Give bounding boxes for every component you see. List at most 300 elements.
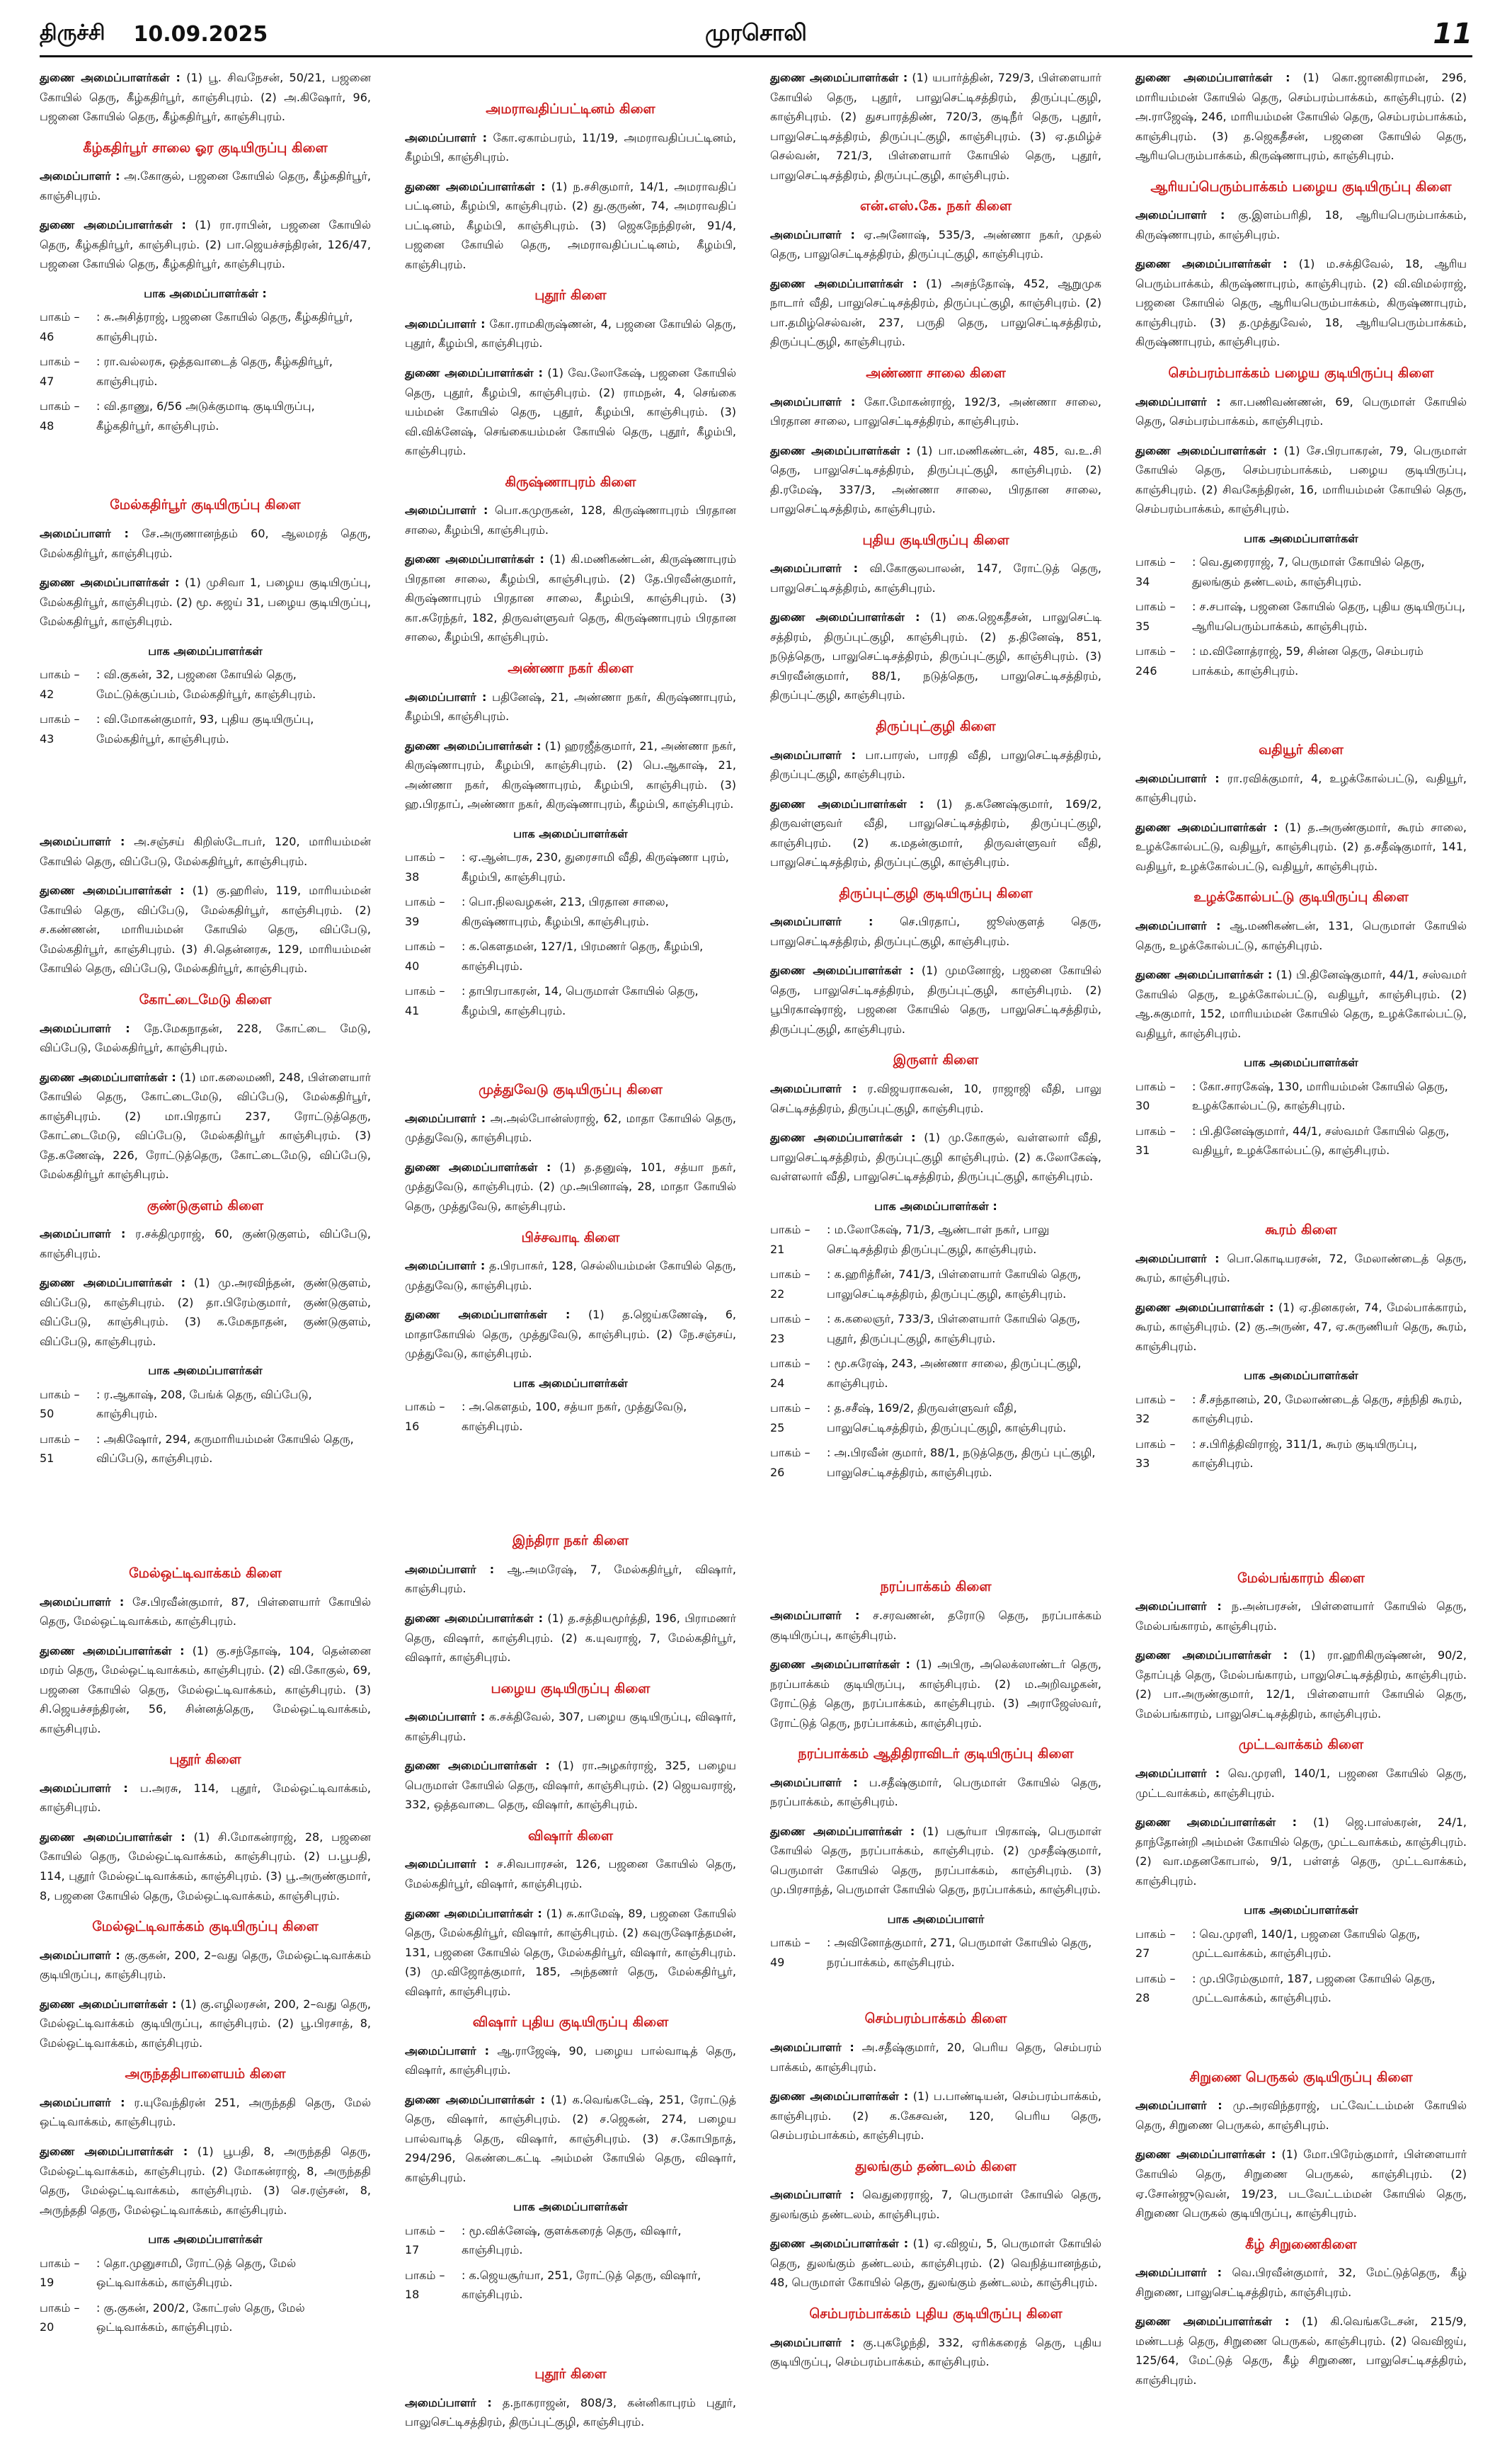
role-label: அமைப்பாளர் :: [405, 1857, 489, 1871]
role-label: துணை அமைப்பாளர்கள் :: [770, 964, 915, 978]
office-bearer-entry: [1135, 1764, 1467, 1803]
newspaper-name: முரசொலி: [705, 19, 807, 46]
ward-organizer: : தொ.முனுசாமி, ரோட்டுத் தெரு, மேல் ஒட்டிவாக்கம், காஞ்சிபுரம்.: [96, 2256, 297, 2290]
entry-text: (1) பூ. சிவநேசன், 50/21, பஜனை கோயில் தெரு, கீழ்கதிர்பூர், காஞ்சிபுரம். (2) அ.கிஷோர், 96, பஜனை கோயில் தெரு, கீழ்கதிர்பூர், காஞ்சிபுரம்.: [40, 71, 372, 124]
role-label: துணை அமைப்பாளர்கள் :: [405, 1611, 543, 1625]
spacer: [1135, 1166, 1467, 1209]
ward-organizer: : ஏ.ஆன்டரசு, 230, துரைசாமி வீதி, கிருஷ்ணா புரம், கீழம்பி, காஞ்சிபுரம்.: [462, 850, 729, 884]
role-label: துணை அமைப்பாளர்கள் :: [405, 1308, 571, 1322]
office-bearer-entry: [405, 1109, 736, 1148]
office-bearer-entry: [40, 1592, 371, 1631]
section-subheading: பாக அமைப்பாளர்கள் :: [144, 286, 267, 300]
entry-text: வெதுரைராஜ், 7, பெருமாள் கோயில் தெரு, துலங்கும் தண்டலம், காஞ்சிபுரம்.: [770, 2188, 1102, 2221]
office-bearer-entry: [1135, 1298, 1467, 1357]
role-label: அமைப்பாளர் :: [1135, 1251, 1220, 1265]
section-subheading: பாக அமைப்பாளர்கள்: [513, 1376, 628, 1390]
role-label: அமைப்பாளர் :: [40, 1021, 130, 1035]
role-label: அமைப்பாளர் :: [405, 1710, 486, 1724]
branch-heading: சிறுணை பெருகல் குடியிருப்பு கிளை: [1189, 2069, 1413, 2085]
role-label: துணை அமைப்பாளர்கள் :: [1135, 1648, 1288, 1662]
column-4: [1135, 68, 1467, 2400]
office-bearer-entry: [770, 2333, 1101, 2372]
ward-entry: [1135, 1390, 1467, 1429]
office-bearer-entry: [1135, 818, 1467, 877]
entry-text: (1) கு.ஹரிஸ், 119, மாரியம்மன் கோயில் தெரு, விப்பேடு, மேல்கதிர்பூர், காஞ்சிபுரம். (2) ச.கண்ணன், மாரியம்மன் கோயில் தெரு, விப்பேடு, மேல்கதிர்பூர், காஞ்சிபுரம். (3) சி.தென்னரசு, 129, மாரியம்மன் கோயில் தெரு, விப்பேடு, மேல்கதிர்பூர், காஞ்சிபுரம்.: [40, 884, 371, 976]
branch-heading: புதூர் கிளை: [169, 1752, 241, 1768]
entry-text: (1) கை.ஜெகதீசன், பாலுசெட்டி சத்திரம், திருப்புட்குழி, காஞ்சிபுரம். (2) த.தினேஷ், 851, நடுத்தெரு, பாலுசெட்டிசத்திரம், திருப்புட்குழி, காஞ்சிபுரம். (3) சபிரவீன்குமார், 88/1, நடுத்தெரு, பாலுசெட்டிசத்திரம், திருப்புட்குழி, காஞ்சிபுரம்.: [770, 610, 1102, 702]
office-bearer-entry: [40, 68, 371, 127]
ward-number: பாகம் – 39: [405, 895, 445, 928]
entry-text: ச.சிவபாரசன், 126, பஜனை கோயில் தெரு, மேல்கதிர்பூர், விஷார், காஞ்சிபுரம்.: [405, 1857, 737, 1890]
entry-text: (1) மா.கலைமணி, 248, பிள்ளையார் கோயில் தெரு, கோட்டைமேடு, விப்பேடு, மேல்கதிர்பூர், காஞ்சிபுரம். (2) மா.பிரதாப் 237, ரோட்டுத்தெரு, கோட்டைமேடு, விப்பேடு, மேல்கதிர்பூர் காஞ்சிபுரம். (3) தே.கணேஷ், 226, ரோட்டுத்தெரு, கோட்டைமேடு, விப்பேடு, மேல்கதிர்பூர் காஞ்சிபுரம்.: [40, 1070, 371, 1182]
office-bearer-entry: [770, 559, 1101, 598]
spacer: [405, 1442, 736, 1519]
ward-number: பாகம் – 24: [770, 1357, 811, 1390]
branch-heading: முட்டவாக்கம் கிளை: [1238, 1737, 1364, 1753]
role-label: துணை அமைப்பாளர்கள் :: [1135, 820, 1278, 834]
ward-organizer: : மூ.விக்னேஷ், குளக்கரைத் தெரு, விஷார், காஞ்சிபுரம்.: [462, 2223, 682, 2257]
ward-number: பாகம் – 17: [405, 2223, 445, 2257]
ward-number: பாகம் – 32: [1135, 1392, 1176, 1426]
branch-heading: கிருஷ்ணாபுரம் கிளை: [505, 474, 636, 490]
column-1: [40, 68, 371, 2343]
entry-text: (1) ஏ.விஜய், 5, பெருமாள் கோயில் தெரு, துலங்கும் தண்டலம், காஞ்சிபுரம். (2) வெநித்யானந்தம், 48, பெருமாள் கோயில் தெரு, துலங்கும் தண்டலம், காஞ்சிபுரம்.: [770, 2237, 1101, 2290]
entry-text: அ.சதீஷ்குமார், 20, பெரிய தெரு, செம்பரம் பாக்கம், காஞ்சிபுரம்.: [770, 2041, 1101, 2074]
entry-text: அ.அல்போன்ஸ்ராஜ், 62, மாதா கோயில் தெரு, முத்துவேடு, காஞ்சிபுரம்.: [405, 1111, 737, 1145]
office-bearer-entry: [405, 128, 736, 167]
office-bearer-entry: [1135, 205, 1467, 244]
office-bearer-entry: [405, 1305, 736, 1364]
office-bearer-entry: [405, 1854, 736, 1893]
entry-text: க.சக்திவேல், 307, பழைய குடியிருப்பு, விஷார், காஞ்சிபுரம்.: [405, 1710, 737, 1743]
ward-entry: [40, 352, 371, 391]
role-label: அமைப்பாளர் :: [405, 503, 488, 518]
ward-organizer: : ர.ஆகாஷ், 208, பேங்க் தெரு, விப்பேடு, காஞ்சிபுரம்.: [96, 1387, 312, 1421]
entry-text: (1) கு.சந்தோஷ், 104, தென்னை மரம் தெரு, மேல்ஒட்டிவாக்கம், காஞ்சிபுரம். (2) வி.கோகுல், 69, பஜனை கோயில் தெரு, மேல்ஒட்டிவாக்கம், காஞ்சிபுரம். (3) சி.ஜெயச்சந்திரன், 56, சின்னத்தெரு, மேல்ஒட்டிவாக்கம், காஞ்சிபுரம்.: [40, 1643, 371, 1735]
ward-organizer: : ச.சபாஷ், பஜனை கோயில் தெரு, புதிய குடியிருப்பு, ஆரியபெரும்பாக்கம், காஞ்சிபுரம்.: [1192, 600, 1466, 633]
role-label: துணை அமைப்பாளர்கள் :: [770, 610, 920, 624]
ward-organizer: : ச.பிரித்திவிராஜ், 311/1, கூரம் குடியிருப்பு, காஞ்சிபுரம்.: [1192, 1437, 1417, 1471]
role-label: அமைப்பாளர் :: [770, 561, 858, 576]
role-label: துணை அமைப்பாளர்கள் :: [770, 443, 911, 457]
page-number: 11: [1433, 18, 1472, 50]
ward-organizer: : கு.குகன், 200/2, கோட்ரஸ் தெரு, மேல் ஒட்டிவாக்கம், காஞ்சிபுரம்.: [96, 2300, 305, 2334]
role-label: துணை அமைப்பாளர்கள் :: [405, 738, 542, 753]
ward-organizer: : வி.குகன், 32, பஜனை கோயில் தெரு, மேட்டுக்குப்பம், மேல்கதிர்பூர், காஞ்சிபுரம்.: [96, 668, 316, 701]
ward-entry: [405, 981, 736, 1020]
office-bearer-entry: [770, 2185, 1101, 2224]
office-bearer-entry: [405, 1158, 736, 1216]
ward-number: பாகம் – 26: [770, 1446, 811, 1479]
role-label: துணை அமைப்பாளர்கள் :: [1135, 71, 1290, 84]
section-subheading: பாக அமைப்பாளர்கள்: [513, 826, 628, 840]
section-subheading: பாக அமைப்பாளர்கள் :: [874, 1199, 997, 1213]
office-bearer-entry: [770, 2234, 1101, 2293]
ward-number: பாகம் – 49: [770, 1936, 811, 1969]
ward-entry: [770, 1354, 1101, 1393]
entry-text: கு.இளம்பரிதி, 18, ஆரியபெரும்பாக்கம், கிருஷ்ணாபுரம், காஞ்சிபுரம்.: [1135, 208, 1467, 241]
role-label: துணை அமைப்பாளர்கள் :: [40, 1070, 176, 1084]
branch-heading: மேல்ஒட்டிவாக்கம் குடியிருப்பு கிளை: [92, 1919, 319, 1935]
entry-text: ப.சதீஷ்குமார், பெருமாள் கோயில் தெரு, நரப்பாக்கம், காஞ்சிபுரம்.: [770, 1775, 1102, 1809]
role-label: துணை அமைப்பாளர்கள் :: [1135, 1815, 1298, 1830]
entry-text: (1) அசந்தோஷ், 452, ஆறுமுக நாடார் வீதி, பாலுசெட்டிசத்திரம், திருப்புட்குழி, காஞ்சிபுரம். (2) பா.தமிழ்செல்வன், 237, பருதி தெரு, பாலுசெட்டிசத்திரம், திருப்புட்குழி, காஞ்சிபுரம்.: [770, 276, 1101, 349]
entry-text: ஏ.அனோஷ், 535/3, அண்ணா நகர், முதல் தெரு, பாலுசெட்டிசத்திரம், திருப்புட்குழி, காஞ்சிபுரம்.: [770, 227, 1102, 261]
office-bearer-entry: [405, 363, 736, 461]
role-label: அமைப்பாளர் :: [40, 1227, 126, 1241]
role-label: அமைப்பாளர் :: [40, 527, 129, 541]
branch-heading: பழைய குடியிருப்பு கிளை: [491, 1680, 651, 1696]
spacer: [40, 754, 371, 832]
role-label: அமைப்பாளர் :: [405, 1259, 486, 1273]
ward-organizer: : ம.வினோத்ராஜ், 59, சின்ன தெரு, செம்பரம் பாக்கம், காஞ்சிபுரம்.: [1192, 644, 1424, 678]
section-subheading: பாக அமைப்பாளர்கள்: [148, 2232, 263, 2247]
role-label: அமைப்பாளர் :: [1135, 771, 1220, 785]
role-label: அமைப்பாளர் :: [770, 2188, 854, 2202]
office-bearer-entry: [1135, 2096, 1467, 2135]
role-label: அமைப்பாளர் :: [770, 2041, 854, 2055]
role-label: அமைப்பாளர் :: [1135, 919, 1221, 933]
role-label: துணை அமைப்பாளர்கள் :: [770, 1824, 915, 1838]
ward-number: பாகம் – 34: [1135, 555, 1176, 588]
ward-entry: [40, 307, 371, 346]
branch-heading: கீழ் சிறுணைகிளை: [1245, 2236, 1357, 2252]
office-bearer-entry: [40, 1779, 371, 1818]
entry-text: (1) சே.பிரபாகரன், 79, பெருமாள் கோயில் தெரு, செம்பரம்பாக்கம், பழைய குடியிருப்பு, காஞ்சிபுரம். (2) சிவகேந்திரன், 16, மாரியம்மன் கோயில் தெரு, செம்பரம்பாக்கம், காஞ்சிபுரம்.: [1135, 443, 1467, 516]
role-label: துணை அமைப்பாளர்கள் :: [770, 2089, 909, 2104]
entry-text: (1) த.சத்தியமூர்த்தி, 196, பிராமணர் தெரு, விஷார், காஞ்சிபுரம். (2) க.யுவராஜ், 7, மேல்கதிர்பூர், விஷார், காஞ்சிபுரம்.: [405, 1611, 736, 1665]
role-label: அமைப்பாளர் :: [405, 690, 487, 704]
office-bearer-entry: [1135, 441, 1467, 519]
ward-entry: [1135, 1122, 1467, 1160]
ward-entry: [1135, 1077, 1467, 1116]
role-label: துணை அமைப்பாளர்கள் :: [40, 71, 181, 84]
ward-entry: [770, 1220, 1101, 1259]
entry-text: (1) த.தனுஷ், 101, சத்யா நகர், முத்துவேடு, காஞ்சிபுரம். (2) மு.அபினாஷ், 28, மாதா கோயில் தெரு, முத்துவேடு, காஞ்சிபுரம்.: [405, 1160, 736, 1213]
office-bearer-entry: [1135, 1813, 1467, 1890]
entry-text: (1) ஜெ.பாஸ்கரன், 24/1, தாந்தோன்றி அம்மன் கோயில் தெரு, முட்டவாக்கம், காஞ்சிபுரம். (2) வா.மதனகோபால், 9/1, பள்ளத் தெரு, முட்டவாக்கம், காஞ்சிபுரம்.: [1135, 1815, 1467, 1888]
ward-entry: [40, 665, 371, 704]
ward-entry: [405, 892, 736, 931]
entry-text: (1) கொ.ஜானகிராமன், 296, மாரியம்மன் கோயில் தெரு, செம்பரம்பாக்கம், காஞ்சிபுரம். (2) அ.ராஜேஷ், 246, மாரியம்மன் கோயில் தெரு, செம்பரம்பாக்கம், காஞ்சிபுரம். (3) த.ஜெகதீசன், பஜனை கோயில் தெரு, ஆரியபெரும்பாக்கம், கிருஷ்ணாபுரம், காஞ்சிபுரம்.: [1135, 71, 1467, 163]
role-label: அமைப்பாளர் :: [1135, 394, 1221, 409]
office-bearer-entry: [405, 2393, 736, 2432]
spacer: [770, 1488, 1101, 1565]
entry-text: ர.விஜயராகவன், 10, ராஜாஜி வீதி, பாலு செட்டிசத்திரம், திருப்புட்குழி, காஞ்சிபுரம்.: [770, 1082, 1102, 1115]
office-bearer-entry: [770, 1606, 1101, 1645]
office-bearer-entry: [405, 2041, 736, 2080]
entry-text: (1) சி.மோகன்ராஜ், 28, பஜனை கோயில் தெரு, மேல்ஒட்டிவாக்கம், காஞ்சிபுரம். (2) ப.பூபதி, 114, புதூர் மேல்ஒட்டிவாக்கம், காஞ்சிபுரம். (3) பூ.அருண்குமார், 8, பஜனை கோயில் தெரு, மேல்ஒட்டிவாக்கம், காஞ்சிபுரம்.: [40, 1830, 371, 1902]
role-label: துணை அமைப்பாளர்கள் :: [770, 71, 908, 84]
ward-organizer: : சு.அசித்ராஜ், பஜனை கோயில் தெரு, கீழ்கதிர்பூர், காஞ்சிபுரம்.: [96, 310, 353, 343]
entry-text: (1) ம.சக்திவேல், 18, ஆரிய பெரும்பாக்கம், கிருஷ்ணாபுரம், காஞ்சிபுரம். (2) வி.விமல்ராஜ், பஜனை கோயில் தெரு, ஆரியபெரும்பாக்கம், கிருஷ்ணாபுரம், காஞ்சிபுரம். (3) த.முத்துவேல், 18, ஆரியபெரும்பாக்கம், கிருஷ்ணாபுரம், காஞ்சிபுரம்.: [1135, 257, 1467, 349]
edition-place: திருச்சி: [40, 20, 105, 45]
column-2: [405, 68, 736, 2442]
spacer: [40, 441, 371, 484]
entry-text: த.பிரபாகர், 128, செல்லியம்மன் கோயில் தெரு, முத்துவேடு, காஞ்சிபுரம்.: [405, 1259, 736, 1292]
office-bearer-entry: [40, 2093, 371, 2132]
ward-number: பாகம் – 20: [40, 2300, 80, 2334]
office-bearer-entry: [405, 2090, 736, 2188]
office-bearer-entry: [405, 736, 736, 814]
entry-text: (1) யபார்த்தின், 729/3, பிள்ளையார் கோயில் தெரு, புதூர், பாலுசெட்டிசத்திரம், திருப்புட்குழி, காஞ்சிபுரம். (2) துசபாரத்திண், 720/3, குடிநீர் தெரு, புதூர், பாலுசெட்டிசத்திரம், திருப்புட்குழி, காஞ்சிபுரம். (3) ஏ.தமிழ்ச் செல்வன், 721/3, பிள்ளையார் கோயில் தெரு, புதூர், பாலுசெட்டிசத்திரம், திருப்புட்குழி, காஞ்சிபுரம்.: [770, 71, 1101, 182]
ward-number: பாகம் – 25: [770, 1401, 811, 1434]
office-bearer-entry: [770, 225, 1101, 264]
office-bearer-entry: [770, 274, 1101, 352]
entry-text: பொ.கொடியரசன், 72, மேலாண்டைத் தெரு, கூரம், காஞ்சிபுரம்.: [1135, 1251, 1467, 1285]
office-bearer-entry: [1135, 1645, 1467, 1723]
ward-entry: [405, 2266, 736, 2305]
office-bearer-entry: [405, 1756, 736, 1815]
branch-heading: உழக்கோல்பட்டு குடியிருப்பு கிளை: [1193, 889, 1409, 906]
role-label: அமைப்பாளர் :: [770, 1609, 860, 1623]
entry-text: (1) த.கணேஷ்குமார், 169/2, திருவள்ளுவர் வீதி, பாலுசெட்டிசத்திரம், திருப்புட்குழி, காஞ்சிபுரம். (2) க.மதன்குமார், திருவள்ளுவர் வீதி, பாலுசெட்டிசத்திரம், திருப்புட்குழி, காஞ்சிபுரம்.: [770, 797, 1101, 869]
office-bearer-entry: [405, 687, 736, 726]
role-label: துணை அமைப்பாளர்கள் :: [40, 1997, 177, 2011]
role-label: துணை அமைப்பாளர்கள் :: [770, 1658, 910, 1672]
role-label: துணை அமைப்பாளர்கள் :: [770, 2237, 909, 2251]
entry-text: (1) சு.காமேஷ், 89, பஜனை கோயில் தெரு, மேல்கதிர்பூர், விஷார், காஞ்சிபுரம். (2) கவுருஷோத்தமன், 131, பஜனை கோயில் தெரு, மேல்கதிர்பூர், விஷார், காஞ்சிபுரம். (3) மு.விஜோத்குமார், 185, அந்தணர் தெரு, மேல்கதிர்பூர், விஷார், காஞ்சிபுரம்.: [405, 1906, 736, 1998]
ward-entry: [1135, 1434, 1467, 1473]
branch-heading: திருப்புட்குழி கிளை: [876, 718, 996, 734]
branch-heading: அருந்ததிபாளையம் கிளை: [125, 2066, 286, 2082]
role-label: அமைப்பாளர் :: [40, 835, 125, 849]
office-bearer-entry: [40, 832, 371, 871]
role-label: துணை அமைப்பாளர்கள் :: [770, 276, 917, 290]
ward-organizer: : அவினோத்குமார், 271, பெருமாள் கோயில் தெரு, நரப்பாக்கம், காஞ்சிபுரம்.: [827, 1936, 1092, 1969]
office-bearer-entry: [40, 1995, 371, 2053]
branch-heading: மேல்ஒட்டிவாக்கம் கிளை: [129, 1565, 282, 1581]
office-bearer-entry: [1135, 254, 1467, 352]
office-bearer-entry: [40, 1019, 371, 1058]
branch-heading: திருப்புட்குழி குடியிருப்பு கிளை: [839, 885, 1033, 901]
ward-organizer: : அகிஷோர், 294, கருமாரியம்மன் கோயில் தெரு, விப்பேடு, காஞ்சிபுரம்.: [96, 1432, 354, 1466]
entry-text: ந.அன்பரசன், பிள்ளையார் கோயில் தெரு, மேல்பங்காரம், காஞ்சிபுரம்.: [1135, 1599, 1467, 1633]
branch-heading: வதியூர் கிளை: [1259, 742, 1344, 758]
entry-text: ரா.ரவிக்குமார், 4, உழக்கோல்பட்டு, வதியூர், காஞ்சிபுரம்.: [1135, 771, 1467, 805]
ward-number: பாகம் – 35: [1135, 600, 1176, 633]
office-bearer-entry: [40, 1273, 371, 1351]
ward-entry: [770, 1265, 1101, 1303]
office-bearer-entry: [1135, 965, 1467, 1043]
entry-text: வெ.பிரவீன்குமார், 32, மேட்டுத்தெரு, கீழ் சிறுணை, பாலுசெட்டிசத்திரம், காஞ்சிபுரம்.: [1135, 2266, 1467, 2299]
ward-organizer: : மூ.சுரேஷ், 243, அண்ணா சாலை, திருப்புட்குழி, காஞ்சிபுரம்.: [827, 1357, 1082, 1390]
section-subheading: பாக அமைப்பாளர்: [887, 1912, 985, 1926]
role-label: அமைப்பாளர் :: [405, 2395, 492, 2409]
ward-number: பாகம் – 47: [40, 355, 80, 388]
section-subheading: பாக அமைப்பாளர்கள்: [1244, 1903, 1358, 1917]
office-bearer-entry: [770, 912, 1101, 951]
role-label: அமைப்பாளர் :: [1135, 2266, 1222, 2280]
ward-entry: [1135, 597, 1467, 636]
role-label: துணை அமைப்பாளர்கள் :: [40, 1643, 185, 1658]
role-label: அமைப்பாளர் :: [40, 1594, 125, 1609]
office-bearer-entry: [40, 524, 371, 563]
office-bearer-entry: [1135, 68, 1467, 166]
ward-number: பாகம் – 22: [770, 1267, 811, 1301]
role-label: அமைப்பாளர் :: [405, 316, 486, 331]
role-label: துணை அமைப்பாளர்கள் :: [405, 179, 546, 193]
role-label: அமைப்பாளர் :: [40, 1781, 128, 1795]
branch-heading: புதூர் கிளை: [534, 2366, 607, 2382]
entry-text: (1) பி.தினேஷ்குமார், 44/1, சஸ்வமர் கோயில் தெரு, உழக்கோல்பட்டு, வதியூர், காஞ்சிபுரம். (2) ஆ.சுகுமார், 152, மாரியம்மன் கோயில் தெரு, உழக்கோல்பட்டு, வதியூர், காஞ்சிபுரம்.: [1135, 968, 1467, 1040]
ward-entry: [770, 1933, 1101, 1972]
role-label: துணை அமைப்பாளர்கள் :: [405, 1759, 550, 1773]
office-bearer-entry: [40, 881, 371, 978]
ward-entry: [40, 2254, 371, 2293]
entry-text: கு.குகன், 200, 2–வது தெரு, மேல்ஒட்டிவாக்கம் குடியிருப்பு, காஞ்சிபுரம்.: [40, 1948, 371, 1982]
entry-text: ர.யுவேந்திரன் 251, அருந்ததி தெரு, மேல் ஒட்டிவாக்கம், காஞ்சிபுரம்.: [40, 2095, 371, 2129]
ward-entry: [770, 1309, 1101, 1348]
role-label: துணை அமைப்பாளர்கள் :: [40, 1830, 185, 1844]
ward-number: பாகம் – 33: [1135, 1437, 1176, 1471]
ward-organizer: : தாபிரபாகரன், 14, பெருமாள் கோயில் தெரு, கீழம்பி, காஞ்சிபுரம்.: [462, 984, 699, 1017]
entry-text: சே.அருணானந்தம் 60, ஆலமரத் தெரு, மேல்கதிர்பூர், காஞ்சிபுரம்.: [40, 527, 372, 560]
ward-entry: [405, 1397, 736, 1436]
branch-heading: நரப்பாக்கம் கிளை: [880, 1579, 992, 1595]
role-label: துணை அமைப்பாளர்கள் :: [405, 2092, 546, 2106]
ward-entry: [405, 848, 736, 886]
branch-heading: செம்பரம்பாக்கம் கிளை: [864, 2011, 1007, 2027]
entry-text: செ.பிரதாப், ஜூஸ்குளத் தெரு, பாலுசெட்டிசத்திரம், திருப்புட்குழி, காஞ்சிபுரம்.: [770, 915, 1101, 948]
role-label: அமைப்பாளர் :: [770, 394, 856, 409]
branch-heading: இந்திரா நகர் கிளை: [512, 1533, 629, 1549]
entry-text: ஆ.அமரேஷ், 7, மேல்கதிர்பூர், விஷார், காஞ்சிபுரம்.: [405, 1562, 736, 1596]
office-bearer-entry: [770, 1079, 1101, 1118]
branch-heading: கீழ்கதிர்பூர் சாலை ஓர குடியிருப்பு கிளை: [83, 139, 328, 156]
role-label: அமைப்பாளர் :: [405, 1562, 495, 1576]
ward-organizer: : பொ.நிலவழகன், 213, பிரதான சாலை, கிருஷ்ணாபுரம், கீழம்பி, காஞ்சிபுரம்.: [462, 895, 669, 928]
office-bearer-entry: [770, 2087, 1101, 2145]
branch-heading: முத்துவேடு குடியிருப்பு கிளை: [479, 1082, 663, 1098]
ward-organizer: : க.ஜெயசூர்யா, 251, ரோட்டுத் தெரு, விஷார், காஞ்சிபுரம்.: [462, 2268, 701, 2302]
entry-text: பதினேஷ், 21, அண்ணா நகர், கிருஷ்ணாபுரம், கீழம்பி, காஞ்சிபுரம்.: [405, 690, 737, 724]
branch-heading: புதூர் கிளை: [534, 287, 607, 304]
ward-number: பாகம் – 246: [1135, 644, 1176, 678]
role-label: அமைப்பாளர் :: [770, 227, 855, 241]
office-bearer-entry: [770, 1128, 1101, 1187]
role-label: துணை அமைப்பாளர்கள் :: [1135, 2315, 1290, 2329]
office-bearer-entry: [1135, 392, 1467, 431]
office-bearer-entry: [40, 1224, 371, 1263]
ward-number: பாகம் – 38: [405, 850, 445, 884]
office-bearer-entry: [40, 2142, 371, 2220]
role-label: அமைப்பாளர் :: [405, 1111, 486, 1125]
office-bearer-entry: [770, 607, 1101, 705]
role-label: துணை அமைப்பாளர்கள் :: [405, 365, 543, 380]
ward-entry: [770, 1443, 1101, 1482]
entry-text: (1) பசூர்யா பிரகாஷ், பெருமாள் கோயில் தெரு, நரப்பாக்கம், காஞ்சிபுரம். (2) முசதீஷ்குமார், பெருமாள் கோயில் தெரு, நரப்பாக்கம், காஞ்சிபுரம். (3) மு.பிரசாந்த், பெருமாள் கோயில் தெரு, நரப்பாக்கம், காஞ்சிபுரம்.: [770, 1824, 1101, 1897]
entry-text: (1) ஏ.தினகரன், 74, மேல்பாக்காரம், கூரம், காஞ்சிபுரம். (2) கு.அருண், 47, ஏ.சுருணியர் தெரு, கூரம், காஞ்சிபுரம்.: [1135, 1300, 1467, 1353]
role-label: துணை அமைப்பாளர்கள் :: [40, 218, 186, 232]
section-subheading: பாக அமைப்பாளர்கள்: [1244, 531, 1358, 545]
role-label: துணை அமைப்பாளர்கள் :: [1135, 2147, 1276, 2162]
spacer: [405, 1026, 736, 1068]
office-bearer-entry: [770, 1773, 1101, 1812]
ward-organizer: : ம.லோகேஷ், 71/3, ஆண்டாள் நகர், பாலு செட்டிசத்திரம் திருப்புட்குழி, காஞ்சிபுரம்.: [827, 1223, 1050, 1256]
section-subheading: பாக அமைப்பாளர்கள்: [513, 2200, 628, 2214]
branch-heading: அண்ணா நகர் கிளை: [508, 660, 634, 676]
branch-heading: அண்ணா சாலை கிளை: [866, 365, 1006, 381]
role-label: அமைப்பாளர் :: [770, 1082, 857, 1096]
ward-entry: [405, 937, 736, 976]
ward-organizer: : வெ.துரைராஜ், 7, பெருமாள் கோயில் தெரு, துலங்கும் தண்டலம், காஞ்சிபுரம்.: [1192, 555, 1425, 588]
branch-heading: துலங்கும் தண்டலம் கிளை: [855, 2158, 1016, 2174]
office-bearer-entry: [405, 1904, 736, 2002]
ward-entry: [1135, 1924, 1467, 1963]
office-bearer-entry: [1135, 769, 1467, 808]
entry-text: ஆ.மணிகண்டன், 131, பெருமாள் கோயில் தெரு, உழக்கோல்பட்டு, காஞ்சிபுரம்.: [1135, 919, 1467, 952]
branch-heading: செம்பரம்பாக்கம் பழைய குடியிருப்பு கிளை: [1168, 365, 1434, 381]
role-label: அமைப்பாளர் :: [1135, 2099, 1222, 2113]
spacer: [405, 2310, 736, 2353]
office-bearer-entry: [770, 392, 1101, 431]
ward-number: பாகம் – 51: [40, 1432, 80, 1466]
branch-heading: புதிய குடியிருப்பு கிளை: [862, 532, 1009, 548]
office-bearer-entry: [405, 1707, 736, 1746]
role-label: துணை அமைப்பாளர்கள் :: [1135, 968, 1273, 982]
office-bearer-entry: [405, 1560, 736, 1599]
ward-number: பாகம் – 46: [40, 310, 80, 343]
entry-text: (1) கி.வெங்கடேசன், 215/9, மண்டபத் தெரு, சிறுணை பெருகல், காஞ்சிபுரம். (2) வெவிஜய், 125/64, மேட்டுத் தெரு, கீழ் சிறுணை, பாலுசெட்டிசத்திரம், காஞ்சிபுரம்.: [1135, 2315, 1467, 2387]
role-label: துணை அமைப்பாளர்கள் :: [1135, 1300, 1274, 1314]
ward-organizer: : வி.தாணு, 6/56 அடுக்குமாடி குடியிருப்பு, கீழ்கதிர்பூர், காஞ்சிபுரம்.: [96, 399, 315, 433]
ward-organizer: : அ.பிரவீன் குமார், 88/1, நடுத்தெரு, திருப் புட்குழி, பாலுசெட்டிசத்திரம், காஞ்சிபுரம்.: [827, 1446, 1096, 1479]
role-label: துணை அமைப்பாளர்கள் :: [405, 1906, 542, 1920]
role-label: அமைப்பாளர் :: [1135, 208, 1225, 222]
office-bearer-entry: [770, 961, 1101, 1039]
role-label: துணை அமைப்பாளர்கள் :: [40, 884, 185, 898]
office-bearer-entry: [1135, 2312, 1467, 2390]
entry-text: வெ.முரளி, 140/1, பஜனை கோயில் தெரு, முட்டவாக்கம், காஞ்சிபுரம்.: [1135, 1767, 1467, 1800]
ward-entry: [40, 2298, 371, 2337]
entry-text: சே.பிரவீன்குமார், 87, பிள்ளையார் கோயில் தெரு, மேல்ஒட்டிவாக்கம், காஞ்சிபுரம்.: [40, 1594, 371, 1628]
office-bearer-entry: [40, 1641, 371, 1739]
entry-text: (1) முமனோஜ், பஜனை கோயில் தெரு, பாலுசெட்டிசத்திரம், திருப்புட்குழி, காஞ்சிபுரம். (2) பூபிரகாஷ்ராஜ், பஜனை கோயில் தெரு, பாலுசெட்டிசத்திரம், திருப்புட்குழி, காஞ்சிபுரம்.: [770, 964, 1101, 1036]
entry-text: (1) ஹரஜீத்குமார், 21, அண்ணா நகர், கிருஷ்ணாபுரம், கீழம்பி, காஞ்சிபுரம். (2) பெ.ஆகாஷ், 21, அண்ணா நகர், கிருஷ்ணாபுரம், கீழம்பி, காஞ்சிபுரம். (3) ஹ.பிரதாப், அண்ணா நகர், கிருஷ்ணாபுரம், கீழம்பி, காஞ்சிபுரம்.: [405, 738, 736, 811]
entry-text: ர.சக்திமுராஜ், 60, குண்டுகுளம், விப்பேடு, காஞ்சிபுரம்.: [40, 1227, 372, 1260]
office-bearer-entry: [405, 177, 736, 275]
ward-number: பாகம் – 27: [1135, 1927, 1176, 1961]
role-label: துணை அமைப்பாளர்கள் :: [405, 1160, 551, 1174]
spacer: [1135, 1479, 1467, 1557]
ward-organizer: : மு.பிரேம்குமார், 187, பஜனை கோயில் தெரு, முட்டவாக்கம், காஞ்சிபுரம்.: [1192, 1971, 1436, 2005]
office-bearer-entry: [40, 1946, 371, 1985]
spacer: [1135, 2014, 1467, 2056]
role-label: அமைப்பாளர் :: [405, 130, 488, 144]
branch-heading: குண்டுகுளம் கிளை: [147, 1197, 264, 1214]
role-label: அமைப்பாளர் :: [40, 1948, 120, 1962]
ward-entry: [1135, 1969, 1467, 2008]
entry-text: கா.பணிவண்ணன், 69, பெருமாள் கோயில் தெரு, செம்பரம்பாக்கம், காஞ்சிபுரம்.: [1135, 394, 1467, 428]
entry-text: கோ.ராமகிருஷ்ணன், 4, பஜனை கோயில் தெரு, புதூர், கீழம்பி, காஞ்சிபுரம்.: [405, 316, 736, 350]
ward-organizer: : வி.மோகன்குமார், 93, புதிய குடியிருப்பு, மேல்கதிர்பூர், காஞ்சிபுரம்.: [96, 712, 314, 746]
office-bearer-entry: [1135, 2145, 1467, 2223]
role-label: அமைப்பாளர் :: [40, 2095, 125, 2109]
ward-number: பாகம் – 18: [405, 2268, 445, 2302]
office-bearer-entry: [1135, 1249, 1467, 1288]
ward-number: பாகம் – 50: [40, 1387, 80, 1421]
office-bearer-entry: [770, 68, 1101, 185]
entry-text: பொ.கமுருகன், 128, கிருஷ்ணாபுரம் பிரதான சாலை, கீழம்பி, காஞ்சிபுரம்.: [405, 503, 736, 537]
entry-text: வி.கோகுலபாலன், 147, ரோட்டுத் தெரு, பாலுசெட்டிசத்திரம், காஞ்சிபுரம்.: [770, 561, 1102, 595]
entry-text: கோ.ஏகாம்பரம், 11/19, அமராவதிப்பட்டினம், கீழம்பி, காஞ்சிபுரம்.: [405, 130, 736, 164]
office-bearer-entry: [770, 2038, 1101, 2077]
ward-entry: [40, 709, 371, 748]
entry-text: கு.புகழேந்தி, 332, ஏரிக்கரைத் தெரு, புதிய குடியிருப்பு, செம்பரம்பாக்கம், காஞ்சிபுரம்.: [770, 2335, 1101, 2369]
office-bearer-entry: [40, 573, 371, 632]
branch-heading: என்.எஸ்.கே. நகர் கிளை: [860, 198, 1012, 215]
